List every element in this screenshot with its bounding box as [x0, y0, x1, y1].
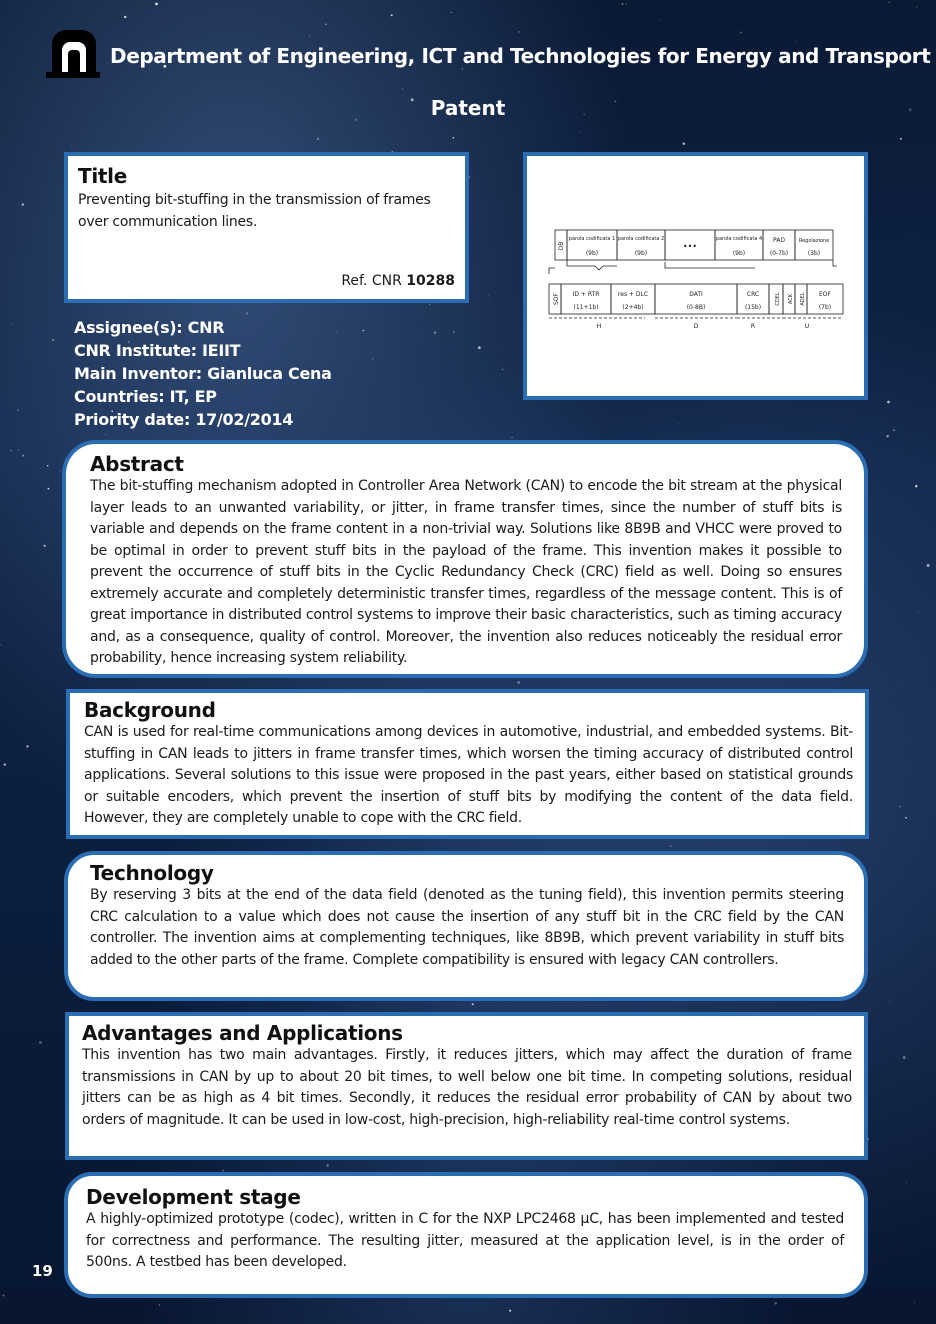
diagram-label-crc-size: (15b) [744, 304, 762, 311]
development-heading: Development stage [86, 1185, 301, 1209]
star [509, 1310, 511, 1312]
reference-prefix: Ref. CNR [341, 273, 407, 289]
diagram-label-id-rtr: ID + RTR [572, 291, 600, 298]
diagram-label-word1-size: (9b) [585, 250, 599, 257]
star [795, 41, 796, 42]
technology-heading: Technology [90, 861, 214, 885]
star [105, 434, 106, 435]
title-text: Preventing bit-stuffing in the transmission of frames over communication lines. [78, 192, 431, 230]
star [899, 806, 900, 807]
abstract-heading: Abstract [90, 452, 184, 476]
cnr-logo-icon [46, 28, 100, 78]
advantages-box [65, 1012, 868, 1160]
star [889, 2, 890, 3]
star [659, 19, 660, 20]
diagram-label-id-rtr-size: (11+1b) [573, 304, 599, 311]
star [512, 437, 513, 438]
star [159, 1304, 161, 1306]
abstract-box [62, 440, 868, 678]
diagram-label-word2: parola codificata 2 [617, 236, 665, 242]
star [518, 31, 519, 32]
star [71, 145, 72, 146]
diagram-label-eof: EOF [819, 291, 831, 298]
star [918, 611, 919, 612]
star [502, 369, 503, 370]
star [22, 455, 24, 457]
diagram-marker-h: H [596, 323, 602, 330]
priority-date: Priority date: 17/02/2014 [74, 410, 294, 429]
star [402, 89, 403, 90]
star [910, 378, 911, 379]
reference-number [341, 273, 455, 289]
diagram-label-pad-size: (0-7b) [769, 250, 789, 257]
star [905, 817, 907, 819]
diagram-marker-r: R [750, 323, 756, 330]
diagram-label-ellipsis: ••• [682, 242, 698, 251]
patent-info [74, 316, 332, 431]
star [612, 10, 613, 11]
star [2, 1294, 4, 1296]
diagram-label-word2-size: (9b) [634, 250, 648, 257]
diagram-label-res-dlc-size: (2+4b) [622, 304, 644, 311]
star [43, 545, 45, 547]
star [326, 1164, 328, 1166]
star [246, 312, 248, 314]
star [47, 465, 48, 466]
abstract-text: The bit-stuffing mechanism adopted in Controller Area Network (CAN) to encode the bit stream at the physical layer leads to an unwanted variability, or jitter, in frame transfer times, since the number of stuff bits is variable and depends on the frame content in a non-trivial way. Solutions like 8B9B and VHCC were proved to be optimal in order to prevent stuff bits in the payload of the frame. This invention makes it possible to prevent the occurrence of stuff bits in the Cyclic Redundancy Check (CRC) field as well. Doing so ensures extremely accurate and completely deterministic transfer times, regardless of the message content. This is of great importance in distributed control systems to improve their basic characteristics, such as timing accuracy and, as a consequence, quality of control. Moreover, the invention also reduces noticeably the residual error probability, hence increasing system reliability. [90, 478, 842, 666]
star [903, 1056, 906, 1059]
star [309, 36, 310, 37]
background-box [66, 689, 869, 839]
star [453, 331, 455, 333]
development-box [64, 1172, 868, 1298]
star [462, 68, 463, 69]
countries: Countries: IT, EP [74, 387, 217, 406]
star [275, 1322, 276, 1323]
star [916, 6, 917, 7]
star [889, 1001, 890, 1002]
diagram-label-res-dlc: res + DLC [617, 291, 649, 298]
star [451, 12, 452, 13]
star [434, 332, 436, 334]
diagram-label-word4: parola codificata 4 [715, 236, 763, 242]
development-text: A highly-optimized prototype (codec), written in C for the NXP LPC2468 µC, has been implemented and tested for correctness and performance. The resulting jitter, measured at the application level, is in the order of 500ns. A testbed has been developed. [86, 1211, 844, 1270]
star [670, 846, 671, 847]
star [893, 429, 895, 431]
diagram-label-dati: DATI [689, 291, 703, 298]
star [337, 331, 338, 332]
star [325, 24, 326, 25]
star [72, 1166, 73, 1167]
technology-box [64, 851, 868, 1001]
diagram-label-regolazione: Regolazione [798, 238, 830, 244]
star [12, 324, 13, 325]
department-title: Department of Engineering, ICT and Technologies for Energy and Transport [110, 44, 931, 68]
star [488, 295, 489, 296]
background-heading: Background [84, 698, 216, 722]
star [622, 3, 624, 5]
diagram-label-db: DB [558, 241, 565, 251]
star [124, 16, 126, 18]
star [372, 358, 374, 360]
star [900, 138, 902, 140]
diagram-label-crc: CRC [746, 291, 760, 298]
star [317, 138, 319, 140]
document-type: Patent [430, 96, 506, 120]
star [472, 1003, 474, 1005]
star [887, 401, 890, 404]
star [4, 763, 6, 765]
star [26, 745, 28, 747]
diagram-label-adel: ADEL [800, 292, 806, 306]
title-heading: Title [78, 164, 127, 188]
technology-text: By reserving 3 bits at the end of the data field (denoted as the tuning field), this invention permits steering CRC calculation to a value which does not cause the insertion of any stuff bit in the CRC field by the CAN controller. The invention aims at complementing techniques, like 8B9B, which prevent variability in stuff bits added to the other parts of the frame. Complete compatibility is ensured with legacy CAN controllers. [90, 887, 844, 968]
star [898, 681, 899, 682]
star [626, 3, 627, 4]
star [18, 450, 19, 451]
star [22, 203, 24, 205]
star [363, 330, 364, 331]
star [39, 1041, 42, 1044]
diagram-label-word1: parola codificata 1 [568, 236, 616, 242]
star [774, 1302, 776, 1304]
star [10, 449, 12, 451]
diagram-marker-u: U [804, 323, 810, 330]
diagram-label-pad: PAD [773, 237, 785, 244]
star [17, 409, 19, 411]
assignee: Assignee(s): CNR [74, 318, 225, 337]
star [740, 32, 742, 34]
advantages-heading: Advantages and Applications [82, 1021, 403, 1045]
diagram-marker-d: D [693, 323, 699, 330]
star [683, 142, 685, 144]
diagram-label-eof-size: (7b) [818, 304, 832, 311]
reference-value: 10288 [406, 273, 455, 289]
title-box [64, 152, 469, 303]
diagram-label-sof: SOF [553, 293, 560, 305]
diagram-label-regolazione-size: (3b) [807, 250, 821, 257]
frame-diagram-box [523, 152, 868, 400]
background-text: CAN is used for real-time communications among devices in automotive, industrial, and embedded systems. Bit-stuffing in CAN leads to jitters in frame transfer times, which worsen the timing accuracy of distributed control applications. Several solutions to this issue were proposed in the past years, either based on statistical grounds or suitable encoders, which prevent the insertion of stuff bits by modifying the content of the data field. However, they are completely unable to cope with the CRC field. [84, 724, 853, 826]
star [517, 681, 519, 683]
cnr-institute: CNR Institute: IEIIT [74, 341, 241, 360]
diagram-label-ack: ACK [788, 293, 794, 305]
star [429, 304, 430, 305]
advantages-text: This invention has two main advantages. Firstly, it reduces jitters, which may affect the duration of frame transmissions in CAN by up to about 20 bit times, to well below one bit time. In competing solutions, residual jitters can be as high as 4 bit times. Secondly, it reduces the residual error probability of CAN by about two orders of magnitude. It can be used in low-cost, high-precision, high-reliability real-time control systems. [82, 1047, 852, 1128]
star [906, 1182, 907, 1183]
star [914, 1302, 915, 1303]
star [48, 488, 50, 490]
star [452, 137, 454, 139]
star [927, 564, 930, 567]
diagram-label-dati-size: (0-8B) [686, 304, 706, 311]
page-number: 19 [32, 1262, 53, 1280]
star [912, 235, 913, 236]
star [579, 131, 580, 132]
star [391, 14, 393, 16]
star [887, 435, 889, 437]
star [59, 470, 60, 471]
can-frame-diagram [527, 156, 864, 396]
star [0, 644, 1, 646]
star [478, 346, 481, 349]
star [155, 3, 158, 6]
star [678, 423, 679, 424]
star [372, 376, 373, 377]
star [915, 485, 917, 487]
diagram-label-word4-size: (9b) [732, 250, 746, 257]
diagram-label-cdel: CDEL [775, 292, 781, 306]
star [52, 339, 54, 341]
main-inventor: Main Inventor: Gianluca Cena [74, 364, 332, 383]
